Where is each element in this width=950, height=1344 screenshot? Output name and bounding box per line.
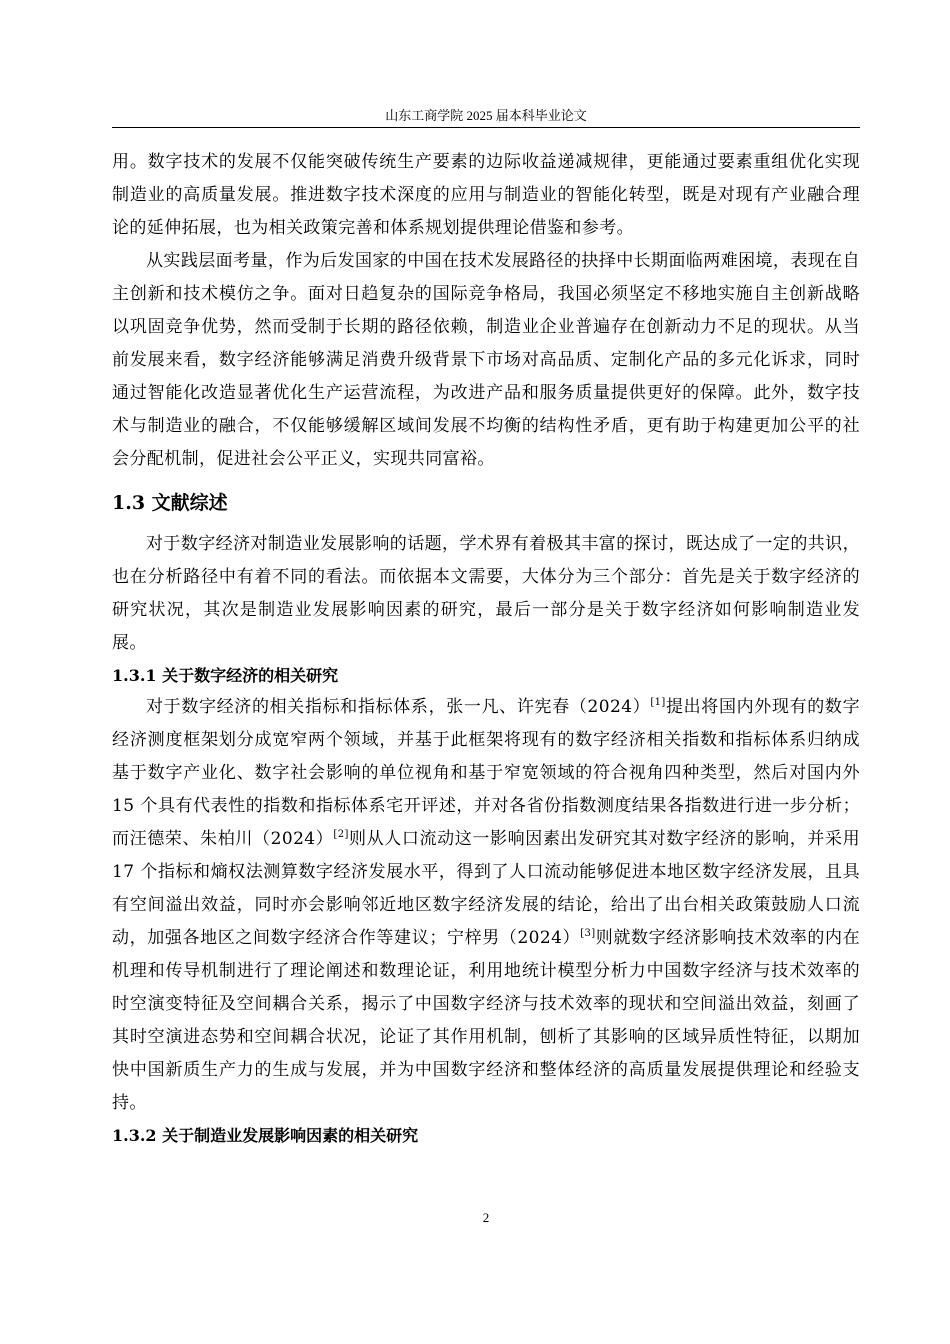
- header-rule: [112, 127, 860, 128]
- paragraph-review-intro: 对于数字经济对制造业发展影响的话题，学术界有着极其丰富的探讨，既达成了一定的共识，也在分析路径中有着不同的看法。而依据本文需要，大体分为三个部分：首先是关于数字经济的研究状况，其次是制造业发展影响因素的研究，最后一部分是关于数字经济如何影响制造业发展。: [112, 534, 860, 653]
- citation-1: [1]: [650, 697, 666, 708]
- subsection-heading-manufacturing-factors: 1.3.2 关于制造业发展影响因素的相关研究: [112, 1126, 419, 1145]
- running-header: 山东工商学院 2025 届本科毕业论文: [385, 108, 587, 123]
- subsection-heading-digital-economy: 1.3.1 关于数字经济的相关研究: [112, 666, 339, 685]
- paragraph-digital-economy-research: [112, 691, 860, 1120]
- text-segment: 提出将国内外现有的数字经济测度框架划分成宽窄两个领域，并基于此框架将现有的数字经济相关指数和指标体系归纳成基于数字产业化、数字社会影响的单位视角和基于窄宽领域的符合视角四种类型，然后对国内外 15 个具有代表性的指数和指标体系宅开评述，并对各省份指数测度结果各指数进行进一步分析；而汪德荣、朱柏川（2024）: [112, 697, 860, 849]
- section-heading-literature-review: 1.3 文献综述: [112, 492, 228, 514]
- text-segment: 则就数字经济影响技术效率的内在机理和传导机制进行了理论阐述和数理论证，利用地统计模型分析力中国数字经济与技术效率的时空演变特征及空间耦合关系，揭示了中国数字经济与技术效率的现状和空间溢出效益，刻画了其时空演进态势和空间耦合状况，论证了其作用机制，刨析了其影响的区域异质性特征，以期加快中国新质生产力的生成与发展，并为中国数字经济和整体经济的高质量发展提供理论和经验支持。: [112, 928, 860, 1113]
- citation-2: [2]: [333, 829, 349, 840]
- body-text: [112, 146, 860, 1151]
- citation-3: [3]: [580, 928, 596, 939]
- text-segment: 则从人口流动这一影响因素出发研究其对数字经济的影响，并采用 17 个指标和熵权法测算数字经济发展水平，得到了人口流动能够促进本地区数字经济发展，且具有空间溢出效益，同时亦会影响邻近地区数字经济发展的结论，给出了出台相关政策鼓励人口流动，加强各地区之间数字经济合作等建议；宁梓男（2024）: [112, 829, 860, 948]
- paragraph-continuation: 用。数字技术的发展不仅能突破传统生产要素的边际收益递减规律，更能通过要素重组优化实现制造业的高质量发展。推进数字技术深度的应用与制造业的智能化转型，既是对现有产业融合理论的延伸拓展，也为相关政策完善和体系规划提供理论借鉴和参考。: [112, 152, 860, 238]
- page-number: 2: [482, 1210, 490, 1225]
- paragraph-practice: 从实践层面考量，作为后发国家的中国在技术发展路径的抉择中长期面临两难困境，表现在自主创新和技术模仿之争。面对日趋复杂的国际竞争格局，我国必须坚定不移地实施自主创新战略以巩固竞争优势，然而受制于长期的路径依赖，制造业企业普遍存在创新动力不足的现状。从当前发展来看，数字经济能够满足消费升级背景下市场对高品质、定制化产品的多元化诉求，同时通过智能化改造显著优化生产运营流程，为改进产品和服务质量提供更好的保障。此外，数字技术与制造业的融合，不仅能够缓解区域间发展不均衡的结构性矛盾，更有助于构建更加公平的社会分配机制，促进社会公平正义，实现共同富裕。: [112, 251, 860, 469]
- text-segment: 对于数字经济的相关指标和指标体系，张一凡、许宪春（2024）: [146, 697, 651, 717]
